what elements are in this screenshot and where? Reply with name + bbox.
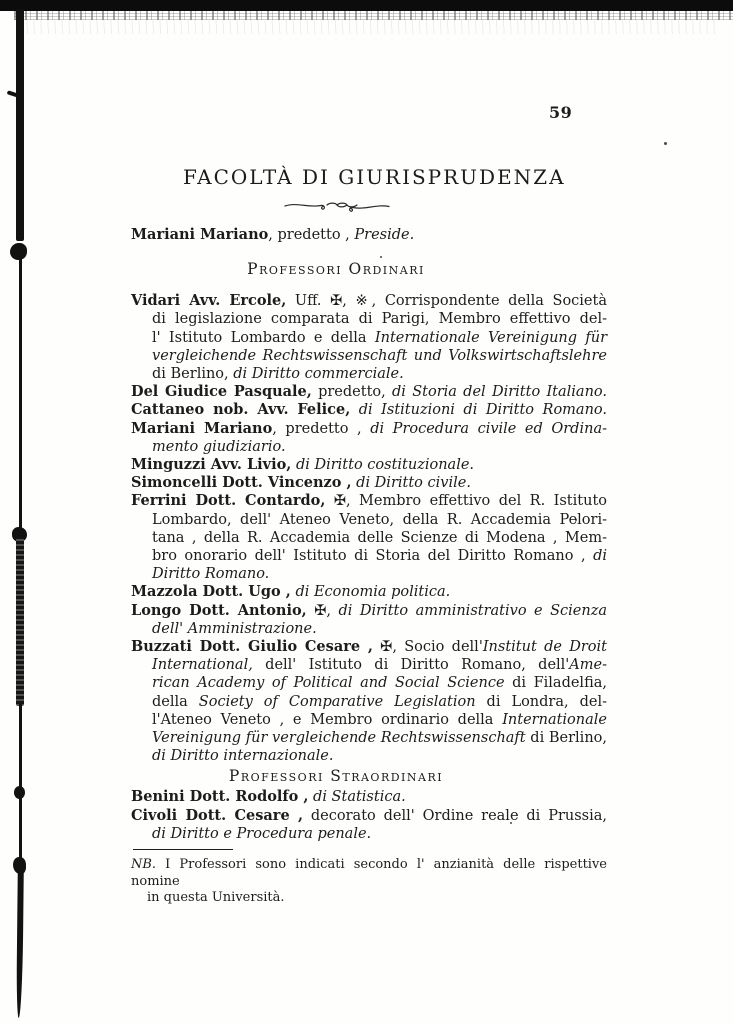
text-column — [131, 226, 607, 907]
section-heading-straordinari: Professori Straordinari — [228, 767, 444, 786]
text-line — [131, 365, 607, 383]
text-line — [131, 807, 607, 825]
text-line — [131, 329, 607, 347]
text-segment: Lombardo, dell' Ateneo Veneto, della R. Accademia Pelori- — [152, 511, 607, 528]
text-line — [131, 656, 607, 674]
text-segment: di Statistica. — [313, 789, 406, 806]
page-title: FACOLTÀ DI GIURISPRUDENZA — [183, 165, 566, 189]
text-segment: l'Ateneo Veneto , e Membro ordinario della — [152, 711, 503, 728]
professor-entry — [131, 492, 607, 583]
binding-edge-mark — [16, 538, 24, 706]
text-segment: I Professori sono indicati secondo l' anzianità delle rispettive nomine — [131, 857, 607, 889]
scan-noise-strip — [20, 20, 720, 34]
text-segment: ✠, Membro effettivo del R. Istituto — [325, 493, 607, 510]
text-segment: Diritto Romano. — [152, 566, 270, 583]
text-line — [131, 529, 607, 547]
text-segment: di Istituzioni di Diritto Romano. — [358, 402, 607, 419]
professor-entry — [131, 638, 607, 765]
section-heading-ordinari: Professori Ordinari — [247, 260, 425, 279]
text-segment: Internationale Vereinigung für — [374, 329, 608, 346]
flourish-divider-icon — [283, 196, 391, 214]
text-segment: mento giudiziario. — [152, 438, 286, 455]
text-segment: Society of Comparative Legislation — [198, 693, 476, 710]
text-segment: Ame- — [569, 657, 607, 674]
text-segment: Mazzola Dott. Ugo , — [131, 583, 291, 601]
text-segment: di Berlino, — [152, 366, 234, 383]
text-segment: predetto, — [311, 384, 393, 401]
footnote-rule — [133, 849, 233, 850]
scan-noise-strip — [14, 11, 733, 20]
binding-edge-mark — [19, 703, 22, 788]
binding-edge-mark — [16, 870, 24, 1018]
scan-speckle — [664, 142, 667, 145]
text-segment: International, — [152, 657, 253, 674]
text-line — [131, 890, 607, 907]
scan-top-edge-band — [0, 0, 733, 11]
professor-entry — [131, 420, 607, 456]
text-segment: di Berlino, — [525, 730, 607, 747]
text-segment: tana , della R. Accademia delle Scienze di Modena , Mem- — [152, 529, 607, 546]
text-segment: di Londra, del- — [475, 693, 607, 710]
text-segment: dell' Istituto di Diritto Romano, dell' — [252, 657, 570, 674]
text-segment: decorato dell' Ordine reale di Prussia, — [303, 807, 607, 824]
text-segment: di Diritto internazionale. — [152, 748, 334, 765]
text-segment: Vereinigung für vergleichende Rechtswissenschaft — [152, 730, 526, 747]
professor-list-straordinari — [131, 788, 607, 843]
professor-entry — [131, 456, 607, 474]
text-segment: di Diritto amministrativo e Scienza — [338, 602, 608, 619]
text-segment: bro onorario dell' Istituto di Storia del Diritto Romano , — [152, 548, 594, 565]
text-segment: Simoncelli Dott. Vincenzo , — [131, 474, 352, 492]
text-line — [131, 857, 607, 890]
text-segment: di Diritto commerciale. — [233, 366, 404, 383]
professor-list-ordinari — [131, 292, 607, 765]
text-line — [131, 620, 607, 638]
text-line — [131, 492, 607, 510]
text-segment — [350, 402, 358, 418]
professor-entry — [131, 602, 607, 638]
text-line — [131, 226, 607, 244]
text-line — [131, 747, 607, 765]
text-segment: Internationale — [502, 711, 607, 728]
text-line — [131, 547, 607, 565]
text-segment: Uff. ✠, ※, Corrispondente della Società — [286, 293, 607, 310]
professor-entry — [131, 788, 607, 806]
professor-entry — [131, 807, 607, 843]
professor-entry — [131, 292, 607, 383]
text-line — [131, 383, 607, 401]
text-segment: ✠, — [306, 602, 339, 619]
binding-edge-mark — [16, 9, 24, 241]
text-line — [131, 674, 607, 692]
text-segment: della — [152, 693, 199, 710]
text-segment: , predetto , — [272, 420, 371, 437]
text-line — [131, 729, 607, 747]
text-segment: NB. — [131, 857, 157, 873]
professor-entry — [131, 383, 607, 401]
text-line — [131, 602, 607, 620]
text-line — [131, 292, 607, 310]
professor-entry — [131, 583, 607, 601]
text-line — [131, 474, 607, 492]
text-segment: l' Istituto Lombardo e della — [152, 329, 375, 346]
text-segment: Mariani Mariano — [131, 226, 269, 243]
text-segment: di — [593, 548, 607, 565]
binding-edge-mark — [19, 256, 22, 532]
text-line — [131, 347, 607, 365]
text-segment: rican Academy of Political and Social Science — [152, 675, 505, 692]
text-segment: Ferrini Dott. Contardo, — [131, 492, 326, 510]
text-segment: di Diritto e Procedura penale. — [152, 825, 372, 842]
text-segment: dell' Amministrazione. — [152, 620, 317, 637]
footnote-text — [131, 857, 607, 907]
text-line — [131, 693, 607, 711]
text-segment: ✠, Socio dell' — [372, 639, 483, 656]
preside-line — [131, 226, 607, 244]
text-line — [131, 438, 607, 456]
professor-entry — [131, 474, 607, 492]
text-line — [131, 565, 607, 583]
text-segment: , predetto , — [268, 227, 355, 243]
text-segment: in questa Università. — [147, 890, 285, 906]
professor-entry — [131, 401, 607, 419]
text-segment: di Diritto costituzionale. — [295, 457, 475, 474]
text-line — [131, 511, 607, 529]
text-line — [131, 711, 607, 729]
text-line — [131, 583, 607, 601]
text-segment: Vidari Avv. Ercole, — [131, 292, 287, 310]
text-segment: vergleichende Rechtswissenschaft und Volkswirtschaftslehre — [152, 347, 607, 364]
page-number: 59 — [549, 103, 573, 122]
text-segment: Buzzati Dott. Giulio Cesare , — [131, 638, 373, 656]
text-segment: Del Giudice Pasquale, — [131, 383, 312, 401]
text-segment: Cattaneo nob. Avv. Felice, — [131, 401, 351, 419]
text-segment: Minguzzi Avv. Livio, — [131, 456, 292, 474]
text-line — [131, 825, 607, 843]
text-segment: Mariani Mariano — [131, 419, 273, 437]
text-segment: Longo Dott. Antonio, — [131, 601, 307, 619]
text-segment: di Economia politica. — [295, 584, 451, 601]
text-segment: di Storia del Diritto Italiano. — [392, 384, 607, 401]
text-line — [131, 420, 607, 438]
text-segment: Civoli Dott. Cesare , — [131, 806, 304, 824]
text-segment: Preside. — [354, 227, 415, 243]
text-line — [131, 638, 607, 656]
text-segment: Benini Dott. Rodolfo , — [131, 788, 309, 806]
binding-edge-mark — [19, 797, 22, 859]
text-line — [131, 788, 607, 806]
text-segment: di legislazione comparata di Parigi, Membro effettivo del- — [152, 311, 607, 328]
text-line — [131, 401, 607, 419]
text-segment: di Filadelfia, — [504, 675, 607, 692]
text-line — [131, 456, 607, 474]
text-segment: di Diritto civile. — [356, 475, 471, 492]
text-line — [131, 310, 607, 328]
footnote — [131, 849, 607, 907]
text-segment: Institut de Droit — [482, 639, 607, 656]
text-segment: di Procedura civile ed Ordina- — [370, 420, 607, 437]
